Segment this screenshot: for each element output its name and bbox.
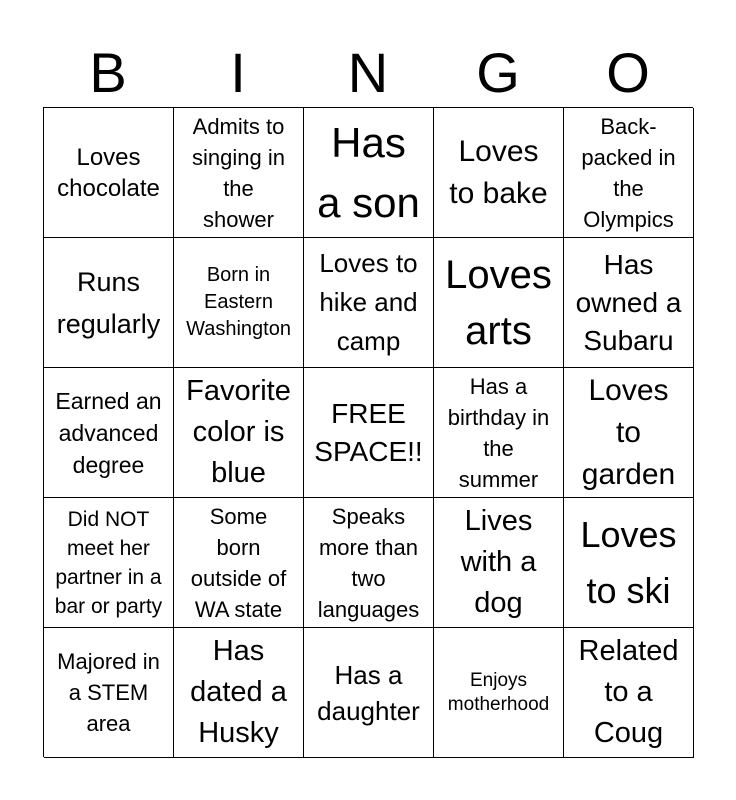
header-letter-b: B: [89, 41, 127, 104]
bingo-cell[interactable]: [44, 498, 174, 628]
bingo-cell-text: Earned an advanced degree: [55, 387, 162, 478]
bingo-cell[interactable]: [304, 628, 434, 758]
bingo-cell[interactable]: [304, 108, 434, 238]
bingo-cell-text: Favorite color is blue: [186, 375, 291, 489]
bingo-cell[interactable]: [434, 368, 564, 498]
bingo-cell-text: Has dated a Husky: [190, 635, 287, 749]
bingo-cell-text: Has owned a Subaru: [575, 248, 682, 356]
bingo-cell-text: Admits to singing in the shower: [192, 113, 285, 232]
bingo-card-grid: [43, 107, 693, 757]
bingo-cell[interactable]: [44, 628, 174, 758]
bingo-cell-text: Speaks more than two languages: [317, 503, 420, 622]
bingo-cell[interactable]: [174, 498, 304, 628]
bingo-cell[interactable]: [44, 108, 174, 238]
bingo-cell-text: Loves to garden: [581, 373, 676, 491]
bingo-cell-text: Loves chocolate: [57, 143, 160, 202]
header-letter-g: G: [476, 41, 520, 104]
bingo-cell[interactable]: [434, 108, 564, 238]
bingo-cell-text: FREE SPACE!!: [314, 397, 423, 467]
bingo-cell-text: Majored in a STEM area: [57, 649, 160, 736]
bingo-cell-text: Loves arts: [445, 252, 552, 353]
bingo-cell[interactable]: [174, 368, 304, 498]
header-letter-n: N: [347, 41, 389, 104]
bingo-cell[interactable]: [434, 628, 564, 758]
header-letter-i: I: [230, 41, 246, 104]
bingo-cell-text: Some born outside of WA state: [190, 503, 287, 622]
bingo-cell-text: Did NOT meet her partner in a bar or party: [54, 507, 163, 618]
bingo-cell[interactable]: [44, 368, 174, 498]
bingo-cell[interactable]: [174, 108, 304, 238]
bingo-cell-text: Runs regularly: [56, 266, 161, 339]
bingo-cell-text: Has a son: [317, 118, 420, 226]
bingo-cell[interactable]: [304, 498, 434, 628]
bingo-cell[interactable]: [564, 498, 694, 628]
bingo-cell-text: Related to a Coug: [578, 635, 679, 749]
bingo-cell[interactable]: [564, 368, 694, 498]
bingo-cell[interactable]: [564, 238, 694, 368]
bingo-cell[interactable]: [564, 628, 694, 758]
bingo-cell[interactable]: [304, 368, 434, 498]
bingo-cell[interactable]: [174, 238, 304, 368]
bingo-cell[interactable]: [174, 628, 304, 758]
bingo-cell-text: Loves to hike and camp: [319, 248, 418, 356]
bingo-cell-text: Born in Eastern Washington: [186, 264, 291, 340]
bingo-header: [43, 42, 693, 104]
bingo-cell-text: Back- packed in the Olympics: [581, 113, 676, 232]
bingo-cell[interactable]: [564, 108, 694, 238]
bingo-cell-text: Loves to bake: [449, 134, 548, 210]
bingo-cell[interactable]: [434, 238, 564, 368]
bingo-cell-text: Lives with a dog: [460, 505, 537, 619]
bingo-cell-text: Has a birthday in the summer: [447, 373, 550, 492]
bingo-cell[interactable]: [434, 498, 564, 628]
bingo-cell[interactable]: [304, 238, 434, 368]
bingo-cell-text: Loves to ski: [580, 513, 677, 611]
bingo-cell-text: Has a daughter: [317, 659, 420, 726]
bingo-cell-text: Enjoys motherhood: [447, 669, 550, 715]
bingo-cell[interactable]: [44, 238, 174, 368]
header-letter-o: O: [606, 41, 650, 104]
